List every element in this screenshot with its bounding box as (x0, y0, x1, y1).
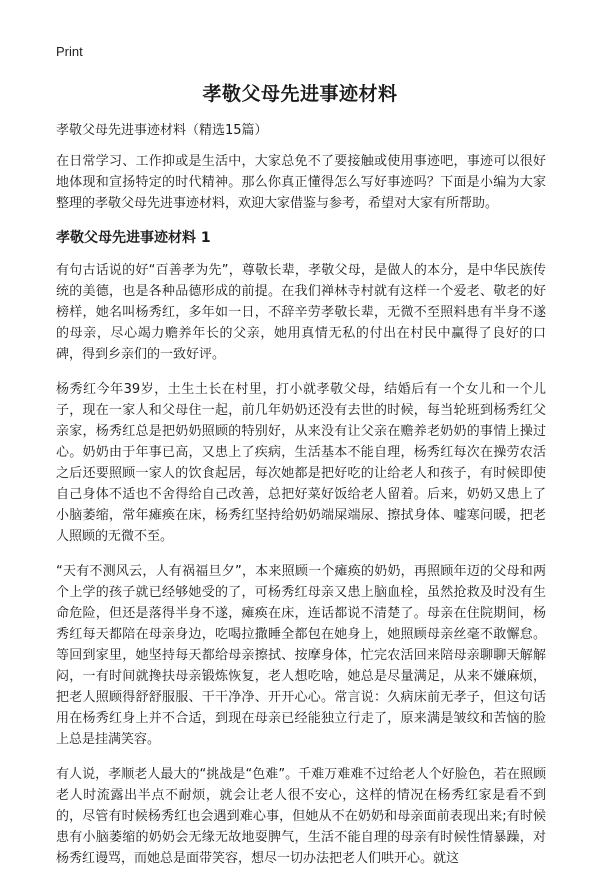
intro-paragraph: 在日常学习、工作抑或是生活中，大家总免不了要接触或使用事迹吧，事迹可以很好地体现和宣扬特定的时代精神。那么你真正懂得怎么写好事迹吗？下面是小编为大家整理的孝敬父母先进事迹材料，欢迎大家借鉴与参考，希望对大家有所帮助。 (56, 154, 546, 211)
page-title: 孝敬父母先进事迹材料 (202, 83, 398, 105)
document-body (56, 121, 546, 883)
body-paragraph-1: 有句古话说的好“百善孝为先”，尊敬长辈，孝敬父母，是做人的本分，是中华民族传统的美德，也是各种品德形成的前提。在我们禅林寺村就有这样一个爱老、敬老的好榜样，她名叫杨秀红，多年如一日，不辞辛劳孝敬长辈，无微不至照料患有半身不遂的母亲，尽心竭力赡养年长的父亲，她用真情无私的付出在村民中赢得了良好的口碑，得到乡亲们的一致好评。 (56, 263, 546, 362)
print-link[interactable]: Print (56, 44, 83, 59)
body-paragraph-3: “天有不测风云，人有祸福旦夕”，本来照顾一个瘫痪的奶奶，再照顾年迈的父母和两个上学的孩子就已经够她受的了，可杨秀红母亲又患上脑血栓，虽然抢救及时没有生命危险，但还是落得半身不遂，瘫痪在床，连话都说不清楚了。母亲在住院期间，杨秀红每天都陪在母亲身边，吃喝拉撒睡全都包在她身上，她照顾母亲丝毫不敢懈怠。等回到家里，她坚持每天都给母亲擦拭、按摩身体，忙完农活回来陪母亲聊聊天解解闷，一有时间就搀扶母亲锻炼恢复，老人想吃啥，她总是尽量满足，从来不嫌麻烦，把老人照顾得舒舒服服、干干净净、开开心心。常言说：久病床前无孝子，但这句话用在杨秀红身上并不合适，到现在母亲已经能独立行走了，原来满是皱纹和苦恼的脸上总是挂满笑容。 (56, 564, 546, 747)
body-paragraph-4: 有人说，孝顺老人最大的“挑战是“色难”。千难万难难不过给老人个好脸色，若在照顾老人时流露出半点不耐烦，就会让老人很不安心，这样的情况在杨秀红家是看不到的，尽管有时候杨秀红也会遇到难心事，但她从不在奶奶和母亲面前表现出来;有时候患有小脑萎缩的奶奶会无缘无故地耍脾气，生活不能自理的母亲有时候性情暴躁，对杨秀红谩骂，而她总是面带笑容，想尽一切办法把老人们哄开心。就这 (56, 767, 546, 866)
document-subtitle: 孝敬父母先进事迹材料（精选15篇） (56, 123, 268, 138)
section-heading: 孝敬父母先进事迹材料 1 (56, 230, 211, 246)
body-paragraph-2: 杨秀红今年39岁，土生土长在村里，打小就孝敬父母，结婚后有一个女儿和一个儿子，现在一家人和父母住一起，前几年奶奶还没有去世的时候，每当轮班到杨秀红父亲家，杨秀红总是把奶奶照顾的特别好，从来没有让父亲在赡养老奶奶的事情上操过心。奶奶由于年事已高，又患上了疾病，生活基本不能自理，杨秀红每次在操劳农活之后还要照顾一家人的饮食起居，每次她都是把好吃的让给老人和孩子，有时候即使自己身体不适也不舍得给自己改善，总把好菜好饭给老人留着。后来，奶奶又患上了小脑萎缩，常年瘫痪在床，杨秀红坚持给奶奶端屎端尿、擦拭身体、嘘寒问暖，把老人照顾的无微不至。 (56, 382, 546, 544)
